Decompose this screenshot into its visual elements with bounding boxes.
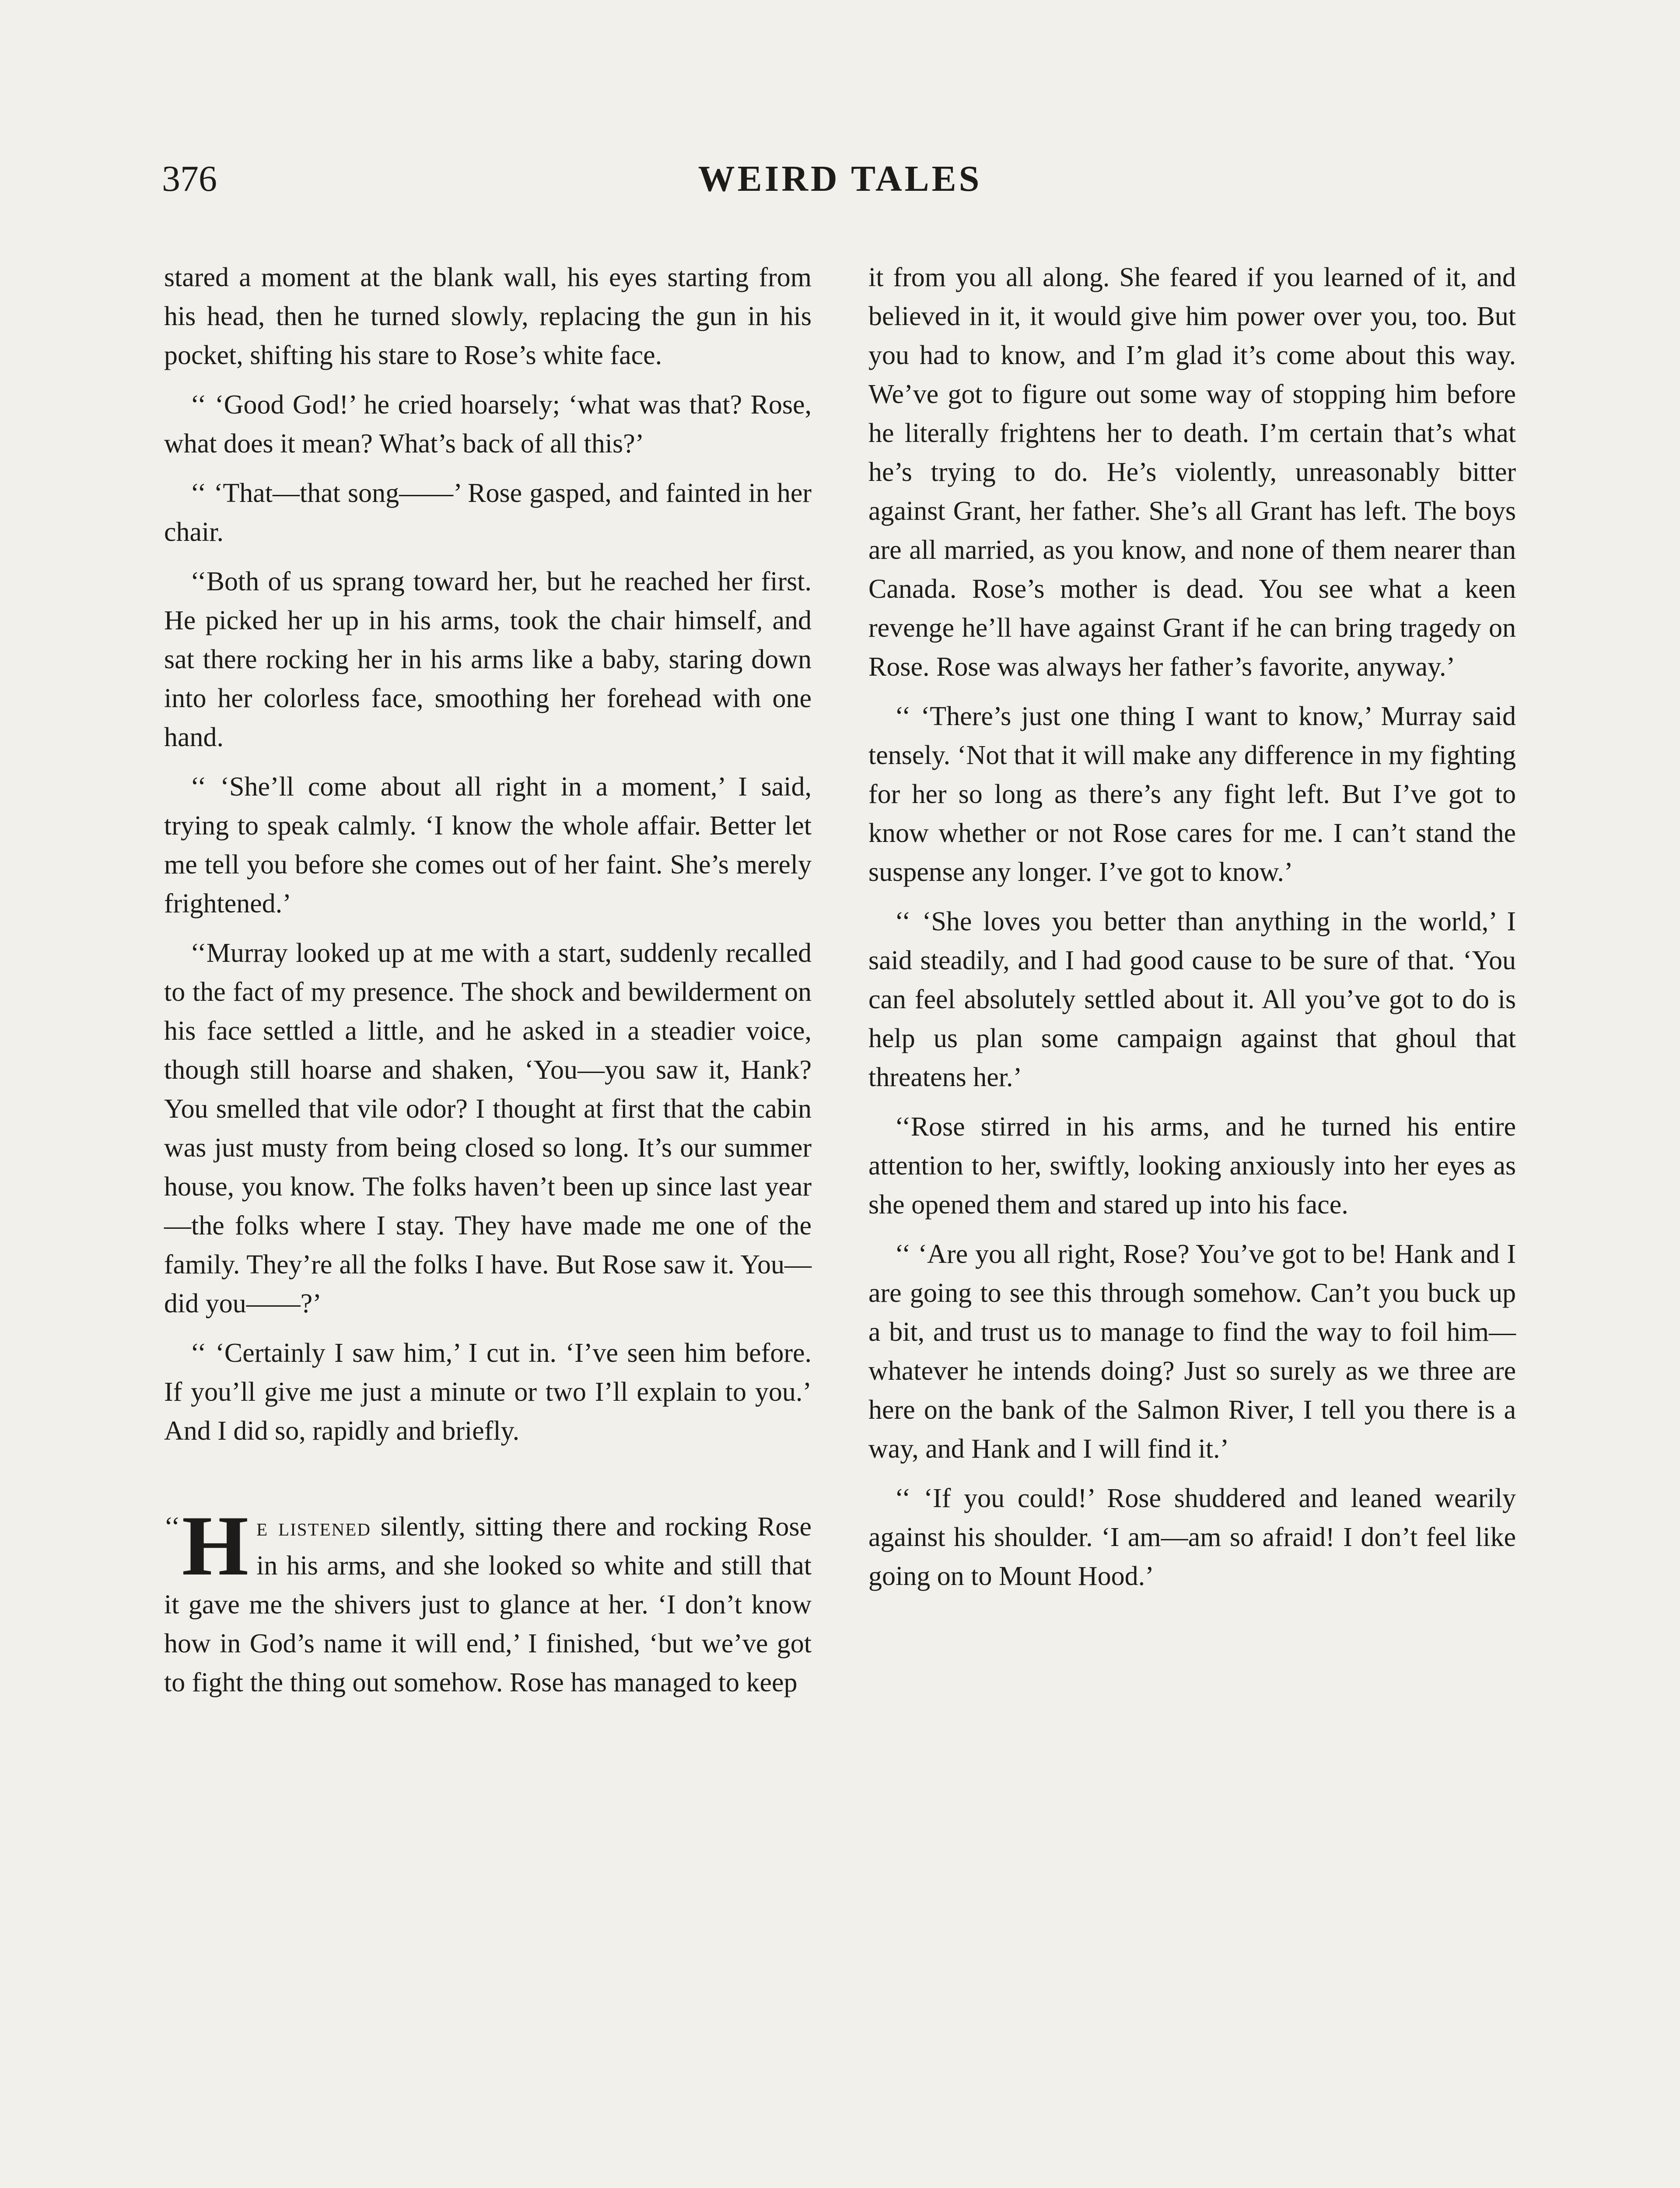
- paragraph: ‘‘ ‘Good God!’ he cried hoarsely; ‘what was that? Rose, what does it mean? What’s back of all this?’: [164, 390, 812, 459]
- paragraph-text: silently, sitting there and rocking Rose in his arms, and she looked so white and still that it gave me the shivers just to glance at her. ‘I don’t know how in God’s name it will end,’ I finished, ‘but we’ve got to fight the thing out somehow. Rose has managed to keep: [164, 1512, 812, 1697]
- paragraph: ‘‘Murray looked up at me with a start, suddenly recalled to the fact of my presence. The shock and bewilderment on his face settled a little, and he asked in a steadier voice, though still hoarse and shaken, ‘You—you saw it, Hank? You smelled that vile odor? I thought at first that the cabin was just musty from being closed so long. It’s our summer house, you know. The folks haven’t been up since last year—the folks where I stay. They have made me one of the family. They’re all the folks I have. But Rose saw it. You—did you——?’: [164, 938, 812, 1318]
- page-header: [162, 158, 1518, 219]
- opening-quote: ‘‘: [164, 1512, 180, 1542]
- paragraph: ‘‘Rose stirred in his arms, and he turned his entire attention to her, swiftly, looking anxiously into her eyes as she opened them and stared up into his face.: [868, 1112, 1516, 1220]
- paragraph: ‘‘Both of us sprang toward her, but he reached her first. He picked her up in his arms, took the chair himself, and sat there rocking her in his arms like a baby, staring down into her colorless face, smoothing her forehead with one hand.: [164, 567, 812, 752]
- paragraph: ‘‘ ‘She loves you better than anything in the world,’ I said steadily, and I had good cause to be sure of that. ‘You can feel absolutely settled about it. All you’ve got to do is help us plan some campaign against that ghoul that threatens her.’: [868, 907, 1516, 1092]
- paragraph: stared a moment at the blank wall, his eyes starting from his head, then he turned slowly, replacing the gun in his pocket, shifting his stare to Rose’s white face.: [164, 263, 812, 370]
- drop-cap: H: [182, 1498, 249, 1593]
- paragraph: it from you all along. She feared if you learned of it, and believed in it, it would give him power over you, too. But you had to know, and I’m glad it’s come about this way. We’ve got to figure out some way of stopping him before he literally frightens her to death. I’m certain that’s what he’s trying to do. He’s violently, unreasonably bitter against Grant, her father. She’s all Grant has left. The boys are all married, as you know, and none of them nearer than Canada. Rose’s mother is dead. You see what a keen revenge he’ll have against Grant if he can bring tragedy on Rose. Rose was always her father’s favorite, anyway.’: [868, 263, 1516, 682]
- right-column: [868, 258, 1516, 1596]
- paragraph: ‘‘ ‘That—that song——’ Rose gasped, and fainted in her chair.: [164, 478, 812, 547]
- paragraph: ‘‘ ‘Certainly I saw him,’ I cut in. ‘I’ve seen him before. If you’ll give me just a minute or two I’ll explain to you.’ And I did so, rapidly and briefly.: [164, 1338, 812, 1446]
- paragraph: ‘‘ ‘There’s just one thing I want to know,’ Murray said tensely. ‘Not that it will make any difference in my fighting for her so long as there’s any fight left. But I’ve got to know whether or not Rose cares for me. I can’t stand the suspense any longer. I’ve got to know.’: [868, 701, 1516, 887]
- paragraph: ‘‘ ‘Are you all right, Rose? You’ve got to be! Hank and I are going to see this through somehow. Can’t you buck up a bit, and trust us to manage to find the way to foil him—whatever he intends doing? Just so surely as we three are here on the bank of the Salmon River, I tell you there is a way, and Hank and I will find it.’: [868, 1239, 1516, 1464]
- page-number: 376: [162, 158, 217, 199]
- paragraph: ‘‘ ‘She’ll come about all right in a moment,’ I said, trying to speak calmly. ‘I know the whole affair. Better let me tell you before she comes out of her faint. She’s merely frightened.’: [164, 772, 812, 919]
- left-column: [164, 258, 812, 1702]
- running-title: WEIRD TALES: [698, 158, 982, 199]
- paragraph: ‘‘ ‘If you could!’ Rose shuddered and leaned wearily against his shoulder. ‘I am—am so afraid! I don’t feel like going on to Mount Hood.’: [868, 1483, 1516, 1591]
- section-opening-paragraph: [164, 1498, 812, 1702]
- small-caps-lead: e listened: [256, 1513, 371, 1541]
